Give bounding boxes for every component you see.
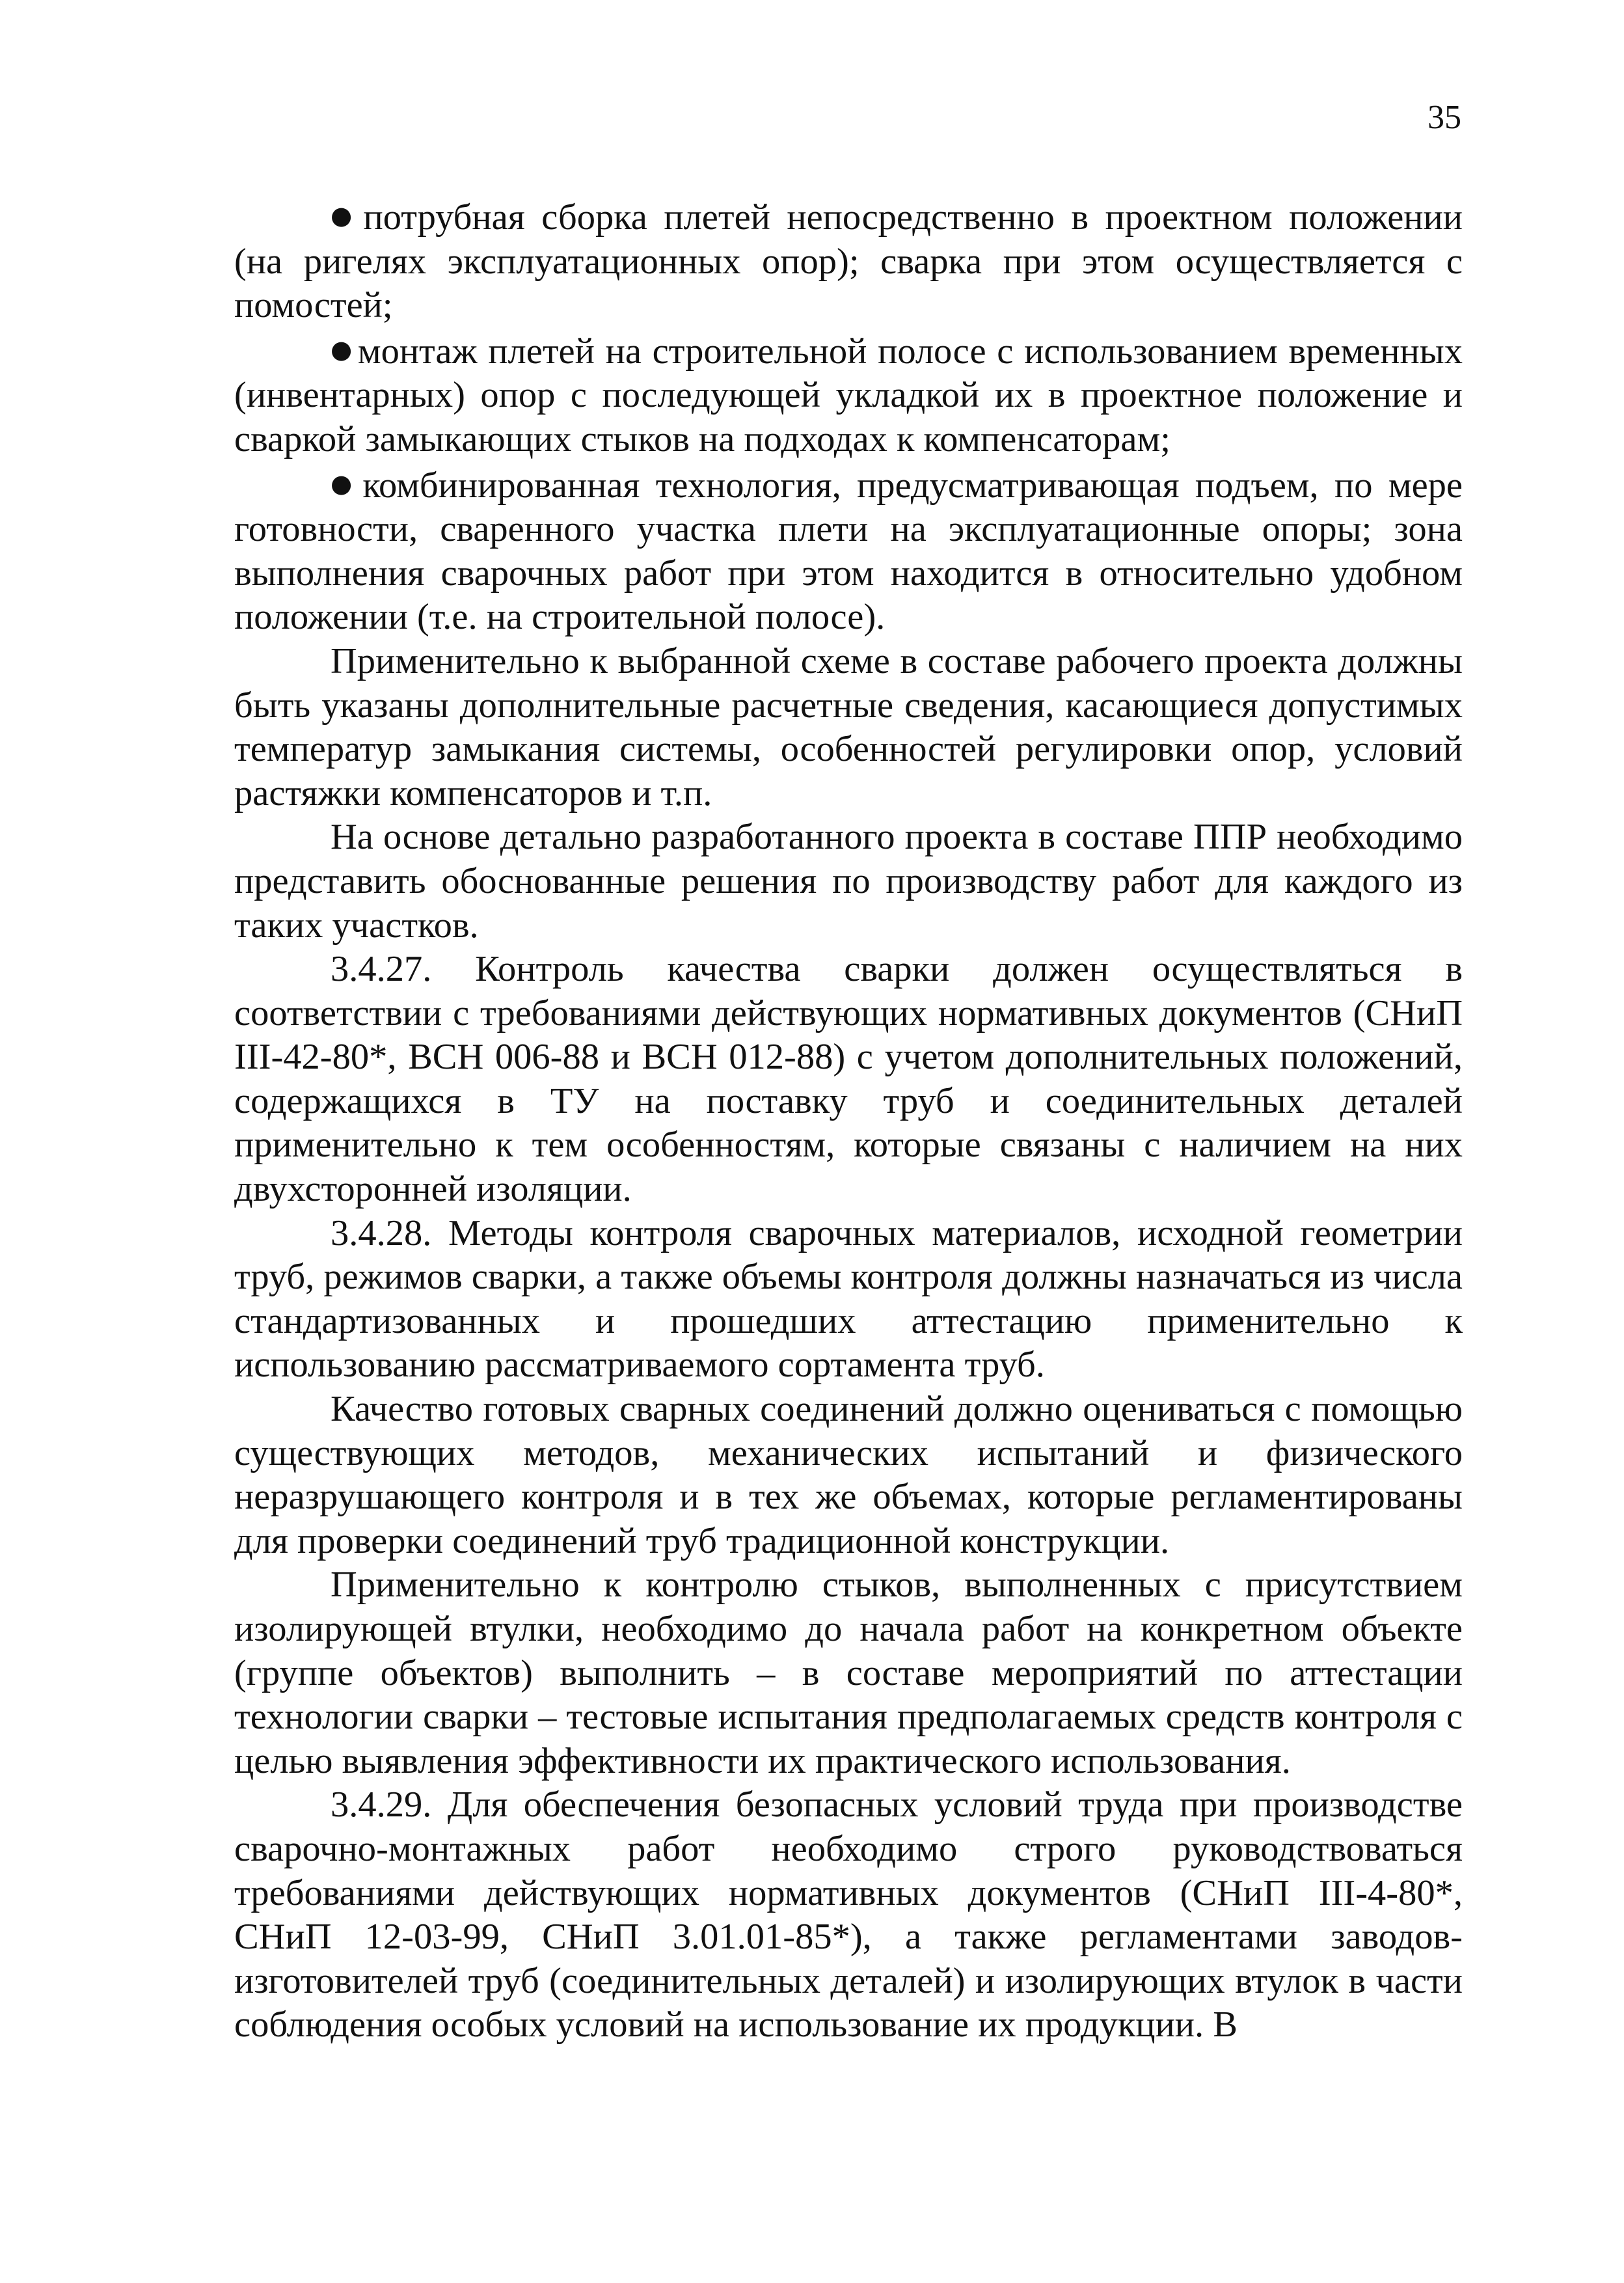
paragraph-text: комбинированная технология, предусматривающая подъем, по мере готовности, сваренного участка плети на эксплуатационные опоры; зона выполнения сварочных работ при этом находится в относительно удобном положении (т.е. на строительной полосе). bbox=[234, 465, 1463, 638]
paragraph-design-data: Применительно к выбранной схеме в составе рабочего проекта должны быть указаны дополнительные расчетные сведения, касающиеся допустимых температур замыкания системы, особенностей регулировки опор, условий растяжки компенсаторов и т.п. bbox=[234, 640, 1463, 813]
page-number: 35 bbox=[1428, 99, 1461, 136]
paragraph-ppr-solutions: На основе детально разработанного проекта в составе ППР необходимо представить обоснованные решения по производству работ для каждого из таких участков. bbox=[234, 817, 1463, 946]
bullet-icon: ● bbox=[331, 201, 360, 230]
bullet-icon: ● bbox=[331, 469, 359, 498]
paragraph-3-4-28: 3.4.28. Методы контроля сварочных материалов, исходной геометрии труб, режимов сварки, а также объемы контроля должны назначаться из числа стандартизованных и прошедших аттестацию применительно к использованию рассматриваемого сортамента труб. bbox=[234, 1212, 1463, 1386]
paragraph-3-4-27: 3.4.27. Контроль качества сварки должен осуществляться в соответствии с требованиями действующих нормативных документов (СНиП III-42-80*, ВСН 006-88 и ВСН 012-88) с учетом дополнительных положений, содержащихся в ТУ на поставку труб и соединительных деталей применительно к тем особенностям, которые связаны с наличием на них двухсторонней изоляции. bbox=[234, 949, 1463, 1210]
list-item-mounting-on-strip bbox=[234, 328, 1463, 462]
paragraph-quality-assessment: Качество готовых сварных соединений должно оцениваться с помощью существующих методов, механических испытаний и физического неразрушающего контроля и в тех же объемах, которые регламентированы для проверки соединений труб традиционной конструкции. bbox=[234, 1389, 1463, 1561]
paragraph-joint-inspection: Применительно к контролю стыков, выполненных с присутствием изолирующей втулки, необходимо до начала работ на конкретном объекте (группе объектов) выполнить – в составе мероприятий по аттестации технологии сварки – тестовые испытания предполагаемых средств контроля с целью выявления эффективности их практического использования. bbox=[234, 1565, 1463, 1781]
paragraph-3-4-29: 3.4.29. Для обеспечения безопасных условий труда при производстве сварочно-монтажных работ необходимо строго руководствоваться требованиями действующих нормативных документов (СНиП III-4-80*, СНиП 12-03-99, СНиП 3.01.01-85*), а также регламентами заводов-изготовителей труб (соединительных деталей) и изолирующих втулок в части соблюдения особых условий на использование их продукции. В bbox=[234, 1784, 1463, 2045]
list-item-combined-technology bbox=[234, 462, 1463, 640]
paragraph-text: монтаж плетей на строительной полосе с использованием временных (инвентарных) опор с последующей укладкой их в проектное положение и сваркой замыкающих стыков на подходах к компенсаторам; bbox=[234, 331, 1463, 459]
paragraph-text: потрубная сборка плетей непосредственно в проектном положении (на ригелях эксплуатационных опор); сварка при этом осуществляется с помостей; bbox=[234, 197, 1463, 326]
bullet-icon: ● bbox=[331, 335, 354, 364]
document-body bbox=[234, 194, 1463, 2047]
list-item-welding-on-supports bbox=[234, 194, 1463, 328]
